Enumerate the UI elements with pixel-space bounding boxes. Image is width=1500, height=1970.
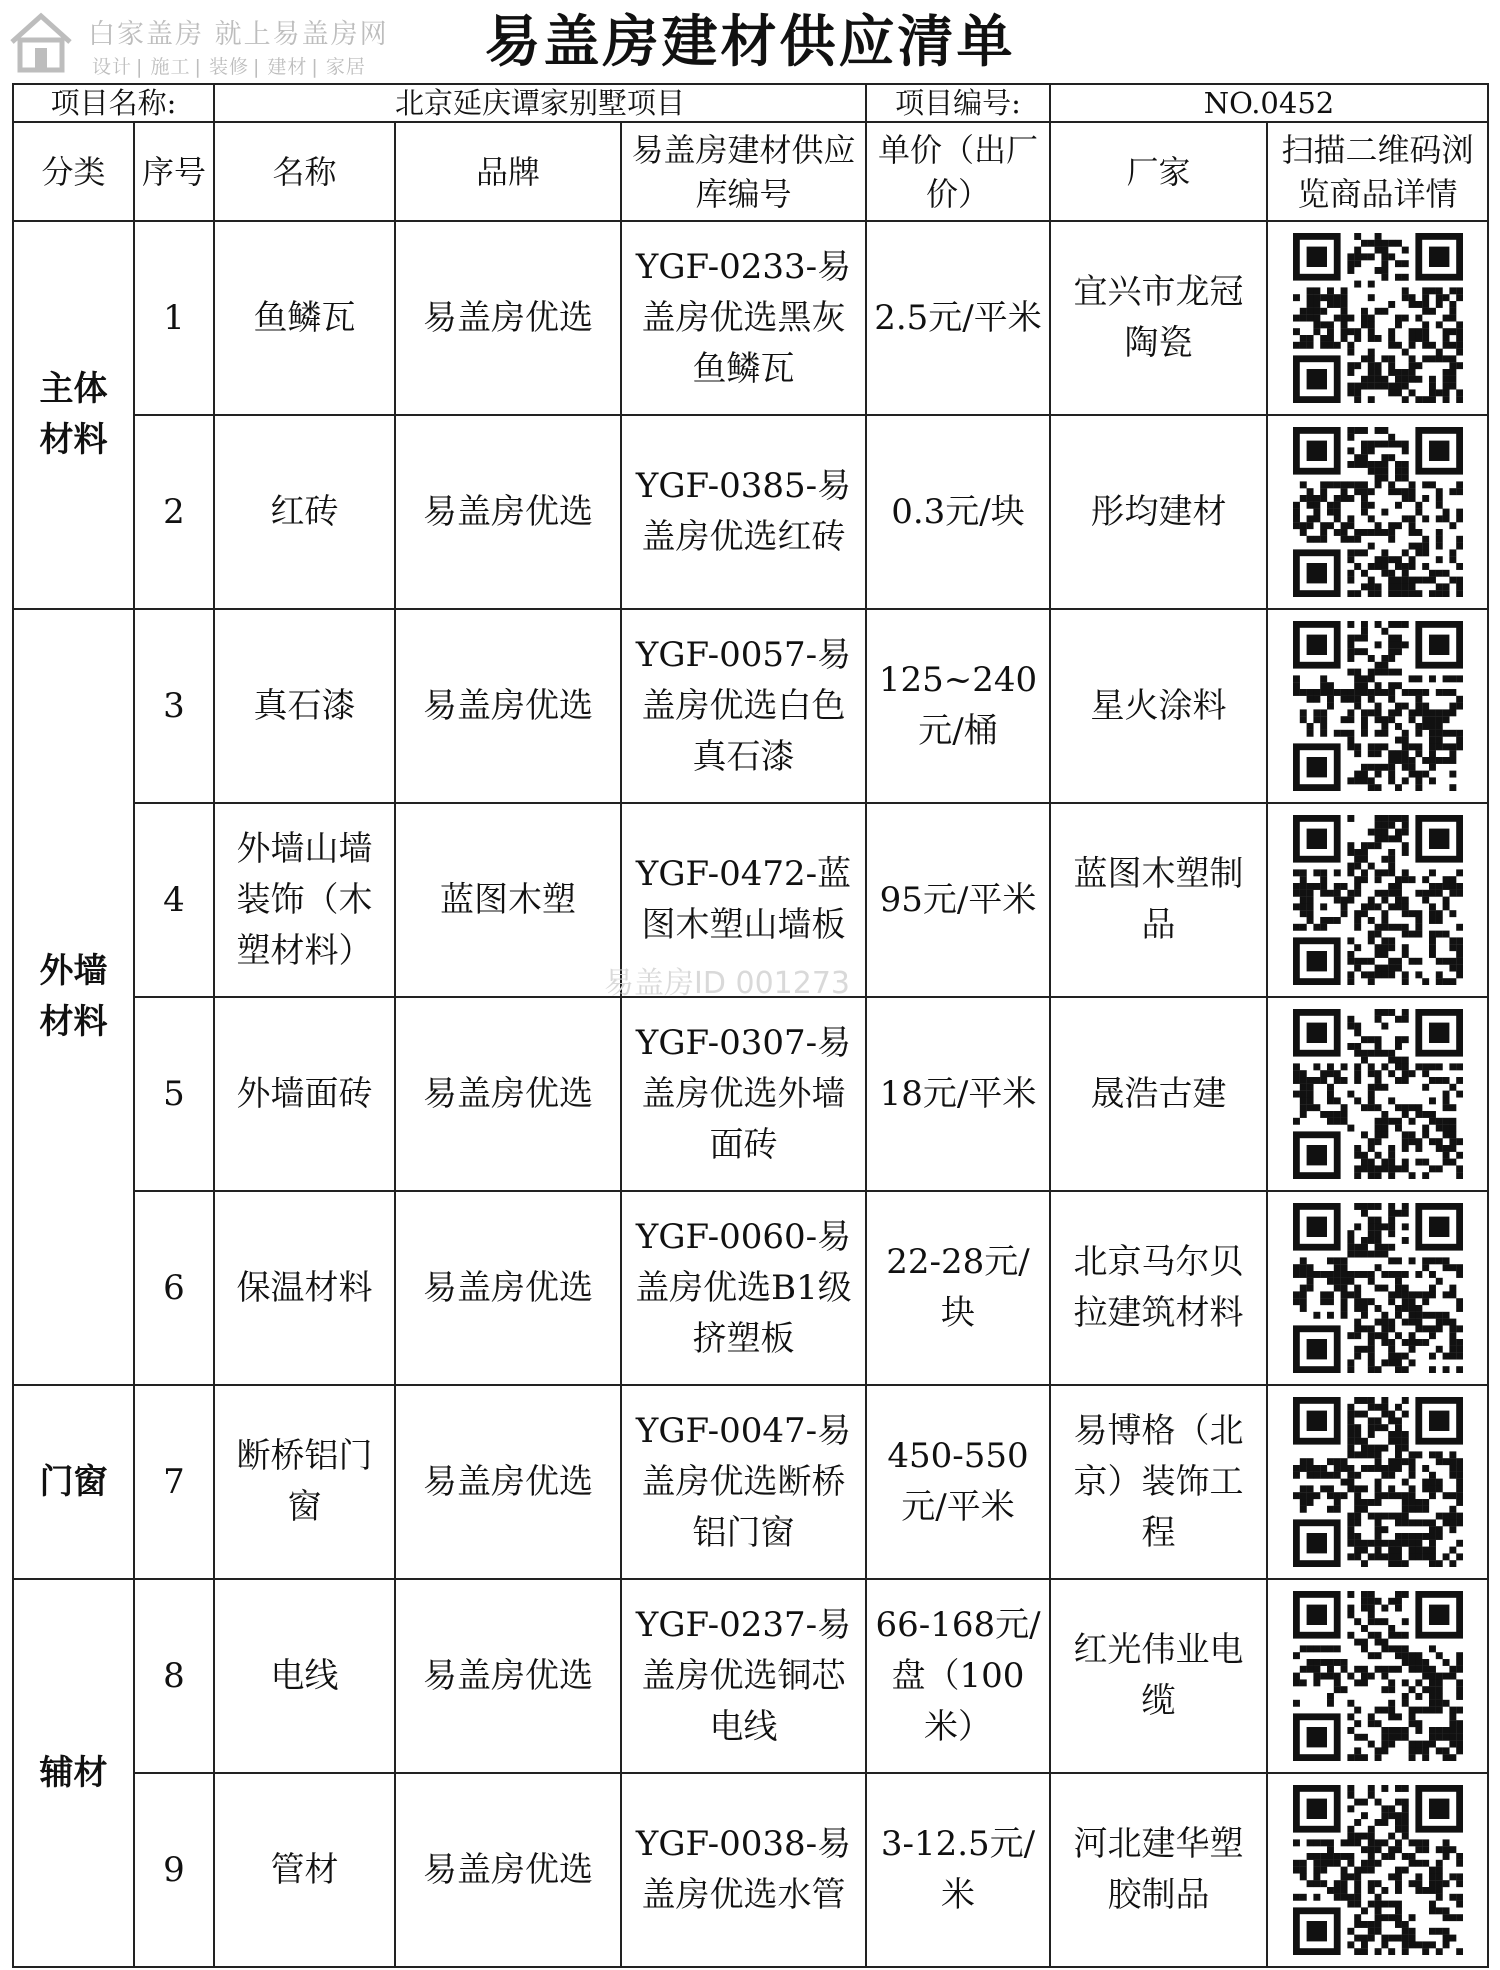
column-header: 厂家 (1050, 122, 1267, 221)
column-header: 品牌 (395, 122, 621, 221)
watermark-text: 易盖房ID 001273 (604, 966, 851, 1001)
item-number: 7 (134, 1385, 214, 1579)
item-code: YGF-0057-易盖房优选白色真石漆 (621, 609, 866, 803)
qr-cell[interactable] (1267, 1191, 1488, 1385)
project-number-value: NO.0452 (1050, 84, 1488, 122)
item-name: 管材 (214, 1773, 395, 1967)
item-brand: 易盖房优选 (395, 415, 621, 609)
item-brand: 易盖房优选 (395, 1385, 621, 1579)
table-row (13, 609, 1488, 803)
qr-cell[interactable] (1267, 609, 1488, 803)
item-brand: 易盖房优选 (395, 1191, 621, 1385)
table-row (13, 1773, 1488, 1967)
item-price: 0.3元/块 (866, 415, 1050, 609)
column-header: 单价（出厂价） (866, 122, 1050, 221)
qr-code-icon[interactable] (1293, 1397, 1463, 1567)
item-maker: 彤均建材 (1050, 415, 1267, 609)
item-name: 电线 (214, 1579, 395, 1773)
brand-tags: 设计 | 施工 | 装修 | 建材 | 家居 (92, 56, 366, 78)
qr-code-icon[interactable] (1293, 1009, 1463, 1179)
item-number: 1 (134, 221, 214, 415)
table-row (13, 1579, 1488, 1773)
item-code: YGF-0307-易盖房优选外墙面砖 (621, 997, 866, 1191)
qr-cell[interactable] (1267, 1579, 1488, 1773)
brand-tag: 施工 (150, 56, 191, 78)
item-code: YGF-0047-易盖房优选断桥铝门窗 (621, 1385, 866, 1579)
item-price: 18元/平米 (866, 997, 1050, 1191)
qr-code-icon[interactable] (1293, 427, 1463, 597)
qr-cell[interactable] (1267, 1773, 1488, 1967)
qr-code-icon[interactable] (1293, 815, 1463, 985)
project-name-label: 项目名称: (13, 84, 214, 122)
qr-cell[interactable] (1267, 1385, 1488, 1579)
qr-code-icon[interactable] (1293, 1785, 1463, 1955)
item-price: 450-550元/平米 (866, 1385, 1050, 1579)
item-number: 5 (134, 997, 214, 1191)
item-code: YGF-0237-易盖房优选铜芯电线 (621, 1579, 866, 1773)
item-code: YGF-0385-易盖房优选红砖 (621, 415, 866, 609)
table-row (13, 1385, 1488, 1579)
item-name: 红砖 (214, 415, 395, 609)
header-row (13, 122, 1488, 221)
item-brand: 易盖房优选 (395, 221, 621, 415)
table-row (13, 803, 1488, 997)
qr-cell[interactable] (1267, 803, 1488, 997)
item-code: YGF-0233-易盖房优选黑灰鱼鳞瓦 (621, 221, 866, 415)
item-price: 22-28元/块 (866, 1191, 1050, 1385)
category-cell (13, 1579, 134, 1967)
supply-table (12, 83, 1489, 1968)
item-price: 95元/平米 (866, 803, 1050, 997)
table-row (13, 1191, 1488, 1385)
category-cell (13, 609, 134, 1385)
item-maker: 星火涂料 (1050, 609, 1267, 803)
qr-cell[interactable] (1267, 221, 1488, 415)
brand-tag: 家居 (325, 56, 366, 78)
item-price: 3-12.5元/米 (866, 1773, 1050, 1967)
project-info-row (13, 84, 1488, 122)
item-code: YGF-0038-易盖房优选水管 (621, 1773, 866, 1967)
item-brand: 蓝图木塑 (395, 803, 621, 997)
qr-code-icon[interactable] (1293, 233, 1463, 403)
item-number: 3 (134, 609, 214, 803)
item-maker: 红光伟业电缆 (1050, 1579, 1267, 1773)
document-title: 易盖房建材供应清单 (484, 9, 1016, 75)
item-maker: 河北建华塑胶制品 (1050, 1773, 1267, 1967)
project-name-value: 北京延庆谭家别墅项目 (214, 84, 866, 122)
table-row (13, 997, 1488, 1191)
table-row (13, 221, 1488, 415)
column-header: 名称 (214, 122, 395, 221)
brand-tag: 装修 (208, 56, 249, 78)
qr-code-icon[interactable] (1293, 1203, 1463, 1373)
item-price: 125~240元/桶 (866, 609, 1050, 803)
item-price: 2.5元/平米 (866, 221, 1050, 415)
item-brand: 易盖房优选 (395, 609, 621, 803)
item-name: 断桥铝门窗 (214, 1385, 395, 1579)
column-header: 扫描二维码浏览商品详情 (1267, 122, 1488, 221)
category-label: 外墙材料 (39, 951, 108, 1042)
qr-cell[interactable] (1267, 415, 1488, 609)
brand-name: 白家盖房 就上易盖房网 (88, 19, 389, 50)
item-number: 8 (134, 1579, 214, 1773)
category-label: 辅材 (39, 1752, 108, 1793)
item-number: 9 (134, 1773, 214, 1967)
item-name: 保温材料 (214, 1191, 395, 1385)
item-maker: 北京马尔贝拉建筑材料 (1050, 1191, 1267, 1385)
category-cell (13, 221, 134, 609)
item-name: 鱼鳞瓦 (214, 221, 395, 415)
item-name: 外墙面砖 (214, 997, 395, 1191)
item-name: 外墙山墙装饰（木塑材料） (214, 803, 395, 997)
column-header: 易盖房建材供应库编号 (621, 122, 866, 221)
category-label: 主体材料 (39, 369, 108, 460)
item-code: YGF-0060-易盖房优选B1级挤塑板 (621, 1191, 866, 1385)
qr-code-icon[interactable] (1293, 1591, 1463, 1761)
item-number: 4 (134, 803, 214, 997)
item-maker: 宜兴市龙冠陶瓷 (1050, 221, 1267, 415)
item-maker: 蓝图木塑制品 (1050, 803, 1267, 997)
project-number-label: 项目编号: (866, 84, 1050, 122)
qr-code-icon[interactable] (1293, 621, 1463, 791)
item-brand: 易盖房优选 (395, 1579, 621, 1773)
item-brand: 易盖房优选 (395, 1773, 621, 1967)
item-code: YGF-0472-蓝图木塑山墙板 (621, 803, 866, 997)
item-price: 66-168元/盘（100米） (866, 1579, 1050, 1773)
table-row (13, 415, 1488, 609)
brand-tag: 设计 (92, 56, 133, 78)
column-header: 分类 (13, 122, 134, 221)
category-label: 门窗 (39, 1461, 108, 1502)
item-maker: 晟浩古建 (1050, 997, 1267, 1191)
item-maker: 易博格（北京）装饰工程 (1050, 1385, 1267, 1579)
category-cell (13, 1385, 134, 1579)
item-brand: 易盖房优选 (395, 997, 621, 1191)
column-header: 序号 (134, 122, 214, 221)
item-number: 6 (134, 1191, 214, 1385)
item-number: 2 (134, 415, 214, 609)
brand-tag: 建材 (267, 56, 308, 78)
qr-cell[interactable] (1267, 997, 1488, 1191)
item-name: 真石漆 (214, 609, 395, 803)
